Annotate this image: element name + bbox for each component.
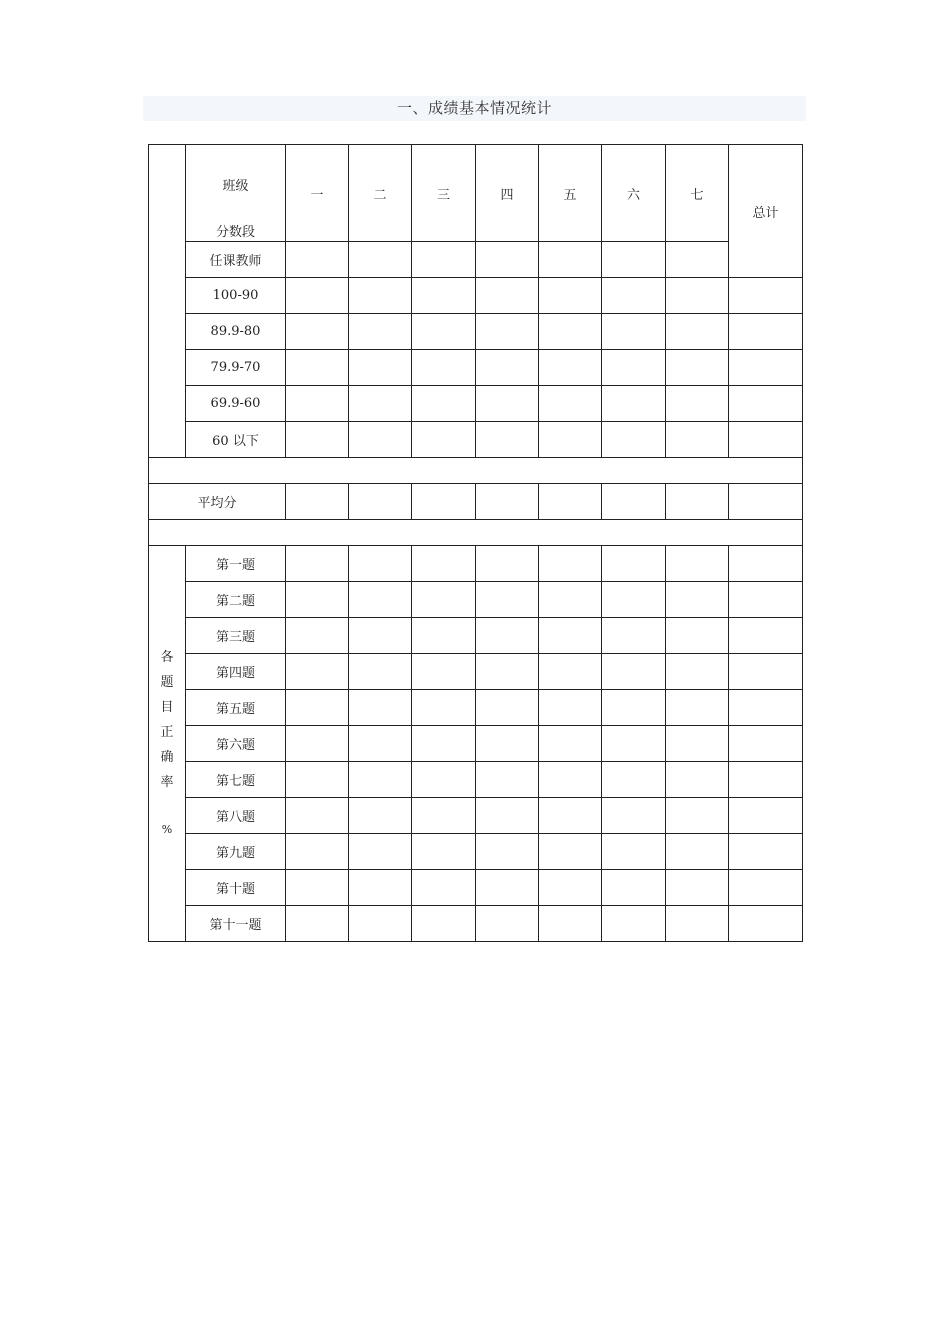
score-cell[interactable] [729, 278, 803, 314]
teacher-cell[interactable] [539, 242, 602, 278]
question-row [149, 654, 803, 690]
accuracy-cell[interactable] [729, 906, 803, 942]
accuracy-cell[interactable] [412, 798, 476, 834]
score-cell[interactable] [286, 386, 349, 422]
accuracy-cell[interactable] [412, 582, 476, 618]
score-cell[interactable] [412, 278, 476, 314]
accuracy-cell[interactable] [412, 762, 476, 798]
score-range-row [149, 314, 803, 350]
question-row [149, 546, 803, 582]
accuracy-cell[interactable] [666, 834, 729, 870]
score-cell[interactable] [539, 278, 602, 314]
score-cell[interactable] [602, 422, 666, 458]
accuracy-cell[interactable] [476, 726, 539, 762]
accuracy-char: 确 [160, 750, 174, 765]
accuracy-char: 率 [160, 775, 174, 790]
score-cell[interactable] [476, 422, 539, 458]
score-cell[interactable] [476, 350, 539, 386]
score-cell[interactable] [476, 314, 539, 350]
accuracy-cell[interactable] [602, 798, 666, 834]
score-cell[interactable] [666, 422, 729, 458]
class-header: 五 [539, 145, 602, 242]
question-row [149, 906, 803, 942]
score-cell[interactable] [286, 350, 349, 386]
average-cell[interactable] [476, 484, 539, 520]
score-cell[interactable] [602, 350, 666, 386]
question-label: 第三题 [186, 618, 286, 654]
accuracy-cell[interactable] [349, 870, 412, 906]
score-cell[interactable] [286, 422, 349, 458]
accuracy-cell[interactable] [286, 906, 349, 942]
percent-sign: % [161, 823, 173, 836]
question-label: 第六题 [186, 726, 286, 762]
accuracy-cell[interactable] [286, 690, 349, 726]
score-cell[interactable] [349, 350, 412, 386]
score-range-row [149, 386, 803, 422]
score-cell[interactable] [412, 422, 476, 458]
accuracy-cell[interactable] [729, 546, 803, 582]
average-cell[interactable] [286, 484, 349, 520]
accuracy-cell[interactable] [476, 654, 539, 690]
accuracy-cell[interactable] [286, 654, 349, 690]
page-title: 一、成绩基本情况统计 [143, 96, 806, 121]
score-cell[interactable] [666, 386, 729, 422]
accuracy-cell[interactable] [286, 834, 349, 870]
score-cell[interactable] [602, 314, 666, 350]
accuracy-cell[interactable] [349, 654, 412, 690]
score-cell[interactable] [286, 278, 349, 314]
accuracy-cell[interactable] [729, 582, 803, 618]
accuracy-cell[interactable] [729, 690, 803, 726]
accuracy-cell[interactable] [602, 618, 666, 654]
accuracy-cell[interactable] [729, 654, 803, 690]
accuracy-cell[interactable] [602, 870, 666, 906]
average-label: 平均分 [149, 484, 286, 520]
question-row [149, 726, 803, 762]
teacher-cell[interactable] [476, 242, 539, 278]
average-cell[interactable] [539, 484, 602, 520]
accuracy-cell[interactable] [412, 834, 476, 870]
accuracy-cell[interactable] [412, 726, 476, 762]
accuracy-cell[interactable] [349, 726, 412, 762]
header-row [149, 145, 803, 242]
teacher-cell[interactable] [286, 242, 349, 278]
score-cell[interactable] [412, 386, 476, 422]
score-cell[interactable] [729, 386, 803, 422]
score-cell[interactable] [539, 422, 602, 458]
question-label: 第八题 [186, 798, 286, 834]
question-row [149, 762, 803, 798]
accuracy-cell[interactable] [666, 690, 729, 726]
accuracy-cell[interactable] [539, 906, 602, 942]
score-range-label: 89.9-80 [186, 314, 286, 350]
question-label: 第二题 [186, 582, 286, 618]
accuracy-cell[interactable] [412, 546, 476, 582]
accuracy-cell[interactable] [539, 690, 602, 726]
class-header: 六 [602, 145, 666, 242]
teacher-cell[interactable] [666, 242, 729, 278]
score-range-row [149, 350, 803, 386]
accuracy-cell[interactable] [286, 582, 349, 618]
average-cell[interactable] [729, 484, 803, 520]
accuracy-side-label [149, 546, 186, 942]
accuracy-cell[interactable] [539, 834, 602, 870]
accuracy-cell[interactable] [666, 870, 729, 906]
accuracy-cell[interactable] [729, 762, 803, 798]
spacer-cell [149, 520, 803, 546]
accuracy-cell[interactable] [286, 726, 349, 762]
score-cell[interactable] [666, 350, 729, 386]
accuracy-cell[interactable] [349, 798, 412, 834]
statistics-table [148, 144, 803, 942]
score-cell[interactable] [349, 314, 412, 350]
accuracy-cell[interactable] [729, 834, 803, 870]
score-cell[interactable] [539, 386, 602, 422]
corner-range-label: 分数段 [215, 225, 255, 240]
score-cell[interactable] [349, 422, 412, 458]
score-cell[interactable] [539, 314, 602, 350]
score-cell[interactable] [476, 278, 539, 314]
accuracy-char: 目 [160, 700, 174, 715]
accuracy-cell[interactable] [602, 690, 666, 726]
accuracy-cell[interactable] [666, 798, 729, 834]
score-range-row [149, 278, 803, 314]
table-body [149, 145, 803, 942]
accuracy-cell[interactable] [476, 906, 539, 942]
total-header: 总计 [729, 145, 803, 278]
accuracy-cell[interactable] [602, 582, 666, 618]
accuracy-cell[interactable] [286, 798, 349, 834]
accuracy-cell[interactable] [349, 906, 412, 942]
accuracy-cell[interactable] [666, 906, 729, 942]
accuracy-cell[interactable] [539, 618, 602, 654]
score-cell[interactable] [602, 278, 666, 314]
accuracy-cell[interactable] [729, 798, 803, 834]
accuracy-cell[interactable] [476, 582, 539, 618]
accuracy-cell[interactable] [412, 618, 476, 654]
class-header: 二 [349, 145, 412, 242]
question-label: 第四题 [186, 654, 286, 690]
score-range-label: 79.9-70 [186, 350, 286, 386]
question-row [149, 582, 803, 618]
accuracy-cell[interactable] [666, 762, 729, 798]
accuracy-cell[interactable] [349, 546, 412, 582]
accuracy-cell[interactable] [476, 762, 539, 798]
average-cell[interactable] [412, 484, 476, 520]
corner-class-label: 班级 [222, 179, 249, 194]
accuracy-cell[interactable] [349, 582, 412, 618]
accuracy-cell[interactable] [412, 654, 476, 690]
score-cell[interactable] [412, 314, 476, 350]
accuracy-cell[interactable] [602, 726, 666, 762]
score-cell[interactable] [476, 386, 539, 422]
class-header: 一 [286, 145, 349, 242]
score-range-label: 60 以下 [186, 422, 286, 458]
score-cell[interactable] [349, 386, 412, 422]
score-cell[interactable] [729, 314, 803, 350]
accuracy-cell[interactable] [412, 690, 476, 726]
class-header: 七 [666, 145, 729, 242]
average-cell[interactable] [602, 484, 666, 520]
average-cell[interactable] [349, 484, 412, 520]
accuracy-cell[interactable] [539, 546, 602, 582]
accuracy-cell[interactable] [286, 618, 349, 654]
accuracy-cell[interactable] [476, 618, 539, 654]
question-row [149, 690, 803, 726]
accuracy-cell[interactable] [476, 690, 539, 726]
accuracy-cell[interactable] [666, 726, 729, 762]
corner-header-cell [186, 145, 286, 242]
accuracy-cell[interactable] [286, 870, 349, 906]
accuracy-cell[interactable] [539, 762, 602, 798]
accuracy-cell[interactable] [476, 798, 539, 834]
accuracy-cell[interactable] [349, 618, 412, 654]
score-cell[interactable] [412, 350, 476, 386]
accuracy-cell[interactable] [539, 654, 602, 690]
score-range-label: 69.9-60 [186, 386, 286, 422]
teacher-cell[interactable] [349, 242, 412, 278]
class-header: 四 [476, 145, 539, 242]
accuracy-cell[interactable] [729, 726, 803, 762]
question-label: 第五题 [186, 690, 286, 726]
question-row [149, 798, 803, 834]
accuracy-char: 正 [160, 725, 174, 740]
score-cell[interactable] [349, 278, 412, 314]
accuracy-char: 题 [160, 675, 174, 690]
teacher-cell[interactable] [412, 242, 476, 278]
teacher-label: 任课教师 [186, 242, 286, 278]
accuracy-cell[interactable] [539, 798, 602, 834]
accuracy-cell[interactable] [476, 546, 539, 582]
question-row [149, 834, 803, 870]
accuracy-cell[interactable] [476, 870, 539, 906]
accuracy-cell[interactable] [349, 834, 412, 870]
teacher-row [149, 242, 803, 278]
question-label: 第九题 [186, 834, 286, 870]
accuracy-cell[interactable] [602, 762, 666, 798]
accuracy-char: 各 [160, 650, 174, 665]
accuracy-cell[interactable] [286, 546, 349, 582]
spacer-row [149, 458, 803, 484]
accuracy-cell[interactable] [286, 762, 349, 798]
score-range-row [149, 422, 803, 458]
question-label: 第七题 [186, 762, 286, 798]
score-cell[interactable] [666, 314, 729, 350]
accuracy-cell[interactable] [539, 726, 602, 762]
accuracy-cell[interactable] [412, 870, 476, 906]
question-row [149, 870, 803, 906]
accuracy-cell[interactable] [729, 870, 803, 906]
score-cell[interactable] [666, 278, 729, 314]
score-range-label: 100-90 [186, 278, 286, 314]
accuracy-cell[interactable] [666, 582, 729, 618]
question-label: 第十一题 [186, 906, 286, 942]
accuracy-cell[interactable] [602, 834, 666, 870]
question-label: 第一题 [186, 546, 286, 582]
accuracy-cell[interactable] [666, 618, 729, 654]
class-header: 三 [412, 145, 476, 242]
teacher-cell[interactable] [602, 242, 666, 278]
question-row [149, 618, 803, 654]
accuracy-cell[interactable] [729, 618, 803, 654]
accuracy-cell[interactable] [602, 906, 666, 942]
accuracy-vertical-text [149, 645, 185, 842]
accuracy-cell[interactable] [476, 834, 539, 870]
accuracy-cell[interactable] [349, 762, 412, 798]
accuracy-cell[interactable] [412, 906, 476, 942]
spacer-row [149, 520, 803, 546]
accuracy-cell[interactable] [602, 654, 666, 690]
score-cell[interactable] [602, 386, 666, 422]
accuracy-cell[interactable] [666, 654, 729, 690]
accuracy-cell[interactable] [539, 582, 602, 618]
score-cell[interactable] [729, 350, 803, 386]
accuracy-cell[interactable] [349, 690, 412, 726]
average-row [149, 484, 803, 520]
question-label: 第十题 [186, 870, 286, 906]
score-side-label [149, 145, 186, 458]
accuracy-cell[interactable] [539, 870, 602, 906]
accuracy-cell[interactable] [602, 546, 666, 582]
average-cell[interactable] [666, 484, 729, 520]
score-cell[interactable] [539, 350, 602, 386]
spacer-cell [149, 458, 803, 484]
score-cell[interactable] [729, 422, 803, 458]
accuracy-cell[interactable] [666, 546, 729, 582]
score-cell[interactable] [286, 314, 349, 350]
